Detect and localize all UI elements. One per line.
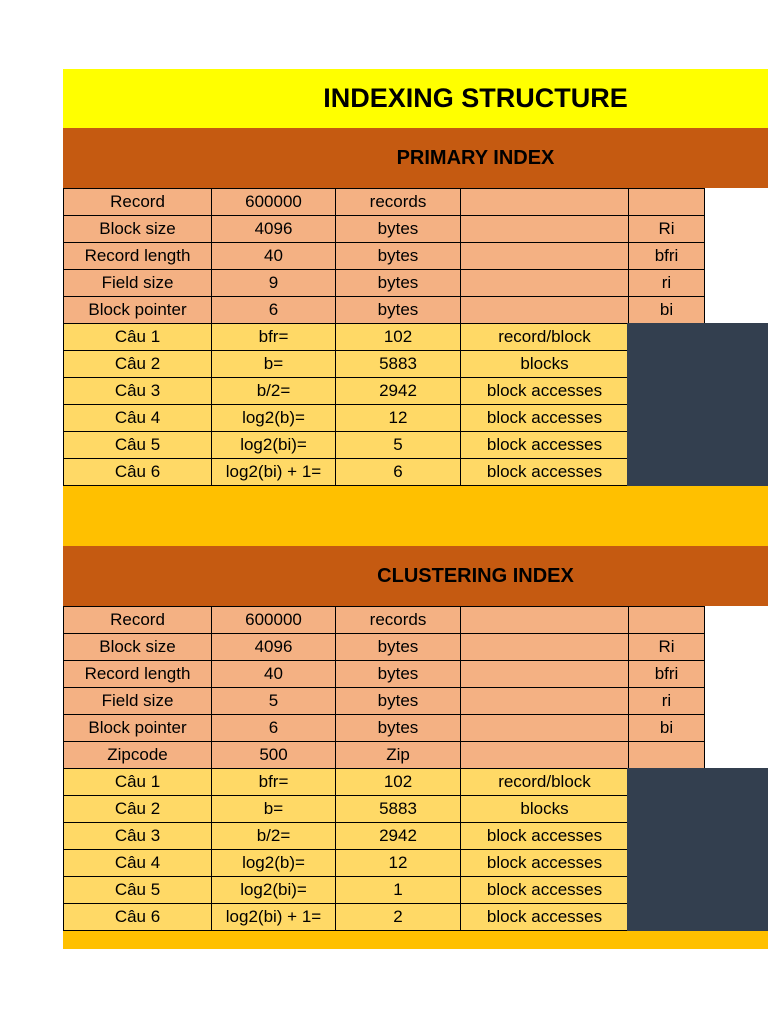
primary-index-heading: PRIMARY INDEX bbox=[63, 128, 768, 188]
question-result-cell[interactable]: 2942 bbox=[336, 823, 461, 850]
param-label-cell[interactable]: Record bbox=[64, 189, 212, 216]
param-value-cell[interactable]: 4096 bbox=[212, 634, 336, 661]
param-row bbox=[64, 715, 705, 742]
param-label-cell[interactable]: Record length bbox=[64, 661, 212, 688]
param-note-cell[interactable] bbox=[461, 607, 629, 634]
question-result-cell[interactable]: 12 bbox=[336, 850, 461, 877]
question-formula-cell[interactable]: bfr= bbox=[212, 769, 336, 796]
question-result-cell[interactable]: 5 bbox=[336, 432, 461, 459]
question-label-cell[interactable]: Câu 1 bbox=[64, 324, 212, 351]
param-row bbox=[64, 661, 705, 688]
param-row bbox=[64, 297, 705, 324]
param-note-cell[interactable] bbox=[461, 216, 629, 243]
param-note-cell[interactable] bbox=[461, 661, 629, 688]
question-unit-cell[interactable]: block accesses bbox=[461, 823, 629, 850]
param-label-cell[interactable]: Record bbox=[64, 607, 212, 634]
section-spacer bbox=[63, 486, 768, 546]
question-result-cell[interactable]: 12 bbox=[336, 405, 461, 432]
param-note-cell[interactable] bbox=[461, 715, 629, 742]
question-label-cell[interactable]: Câu 5 bbox=[64, 432, 212, 459]
clustering-dark-block bbox=[627, 768, 768, 931]
question-unit-cell[interactable]: block accesses bbox=[461, 378, 629, 405]
question-result-cell[interactable]: 6 bbox=[336, 459, 461, 486]
param-unit-cell[interactable]: records bbox=[336, 189, 461, 216]
param-value-cell[interactable]: 6 bbox=[212, 297, 336, 324]
param-unit-cell[interactable]: Zip bbox=[336, 742, 461, 769]
page-title: INDEXING STRUCTURE bbox=[63, 69, 768, 128]
param-symbol-cell[interactable]: ri bbox=[629, 270, 705, 297]
param-label-cell[interactable]: Block pointer bbox=[64, 297, 212, 324]
param-label-cell[interactable]: Field size bbox=[64, 688, 212, 715]
param-value-cell[interactable]: 40 bbox=[212, 661, 336, 688]
param-label-cell[interactable]: Block pointer bbox=[64, 715, 212, 742]
question-unit-cell[interactable]: block accesses bbox=[461, 904, 629, 931]
param-symbol-cell[interactable]: Ri bbox=[629, 634, 705, 661]
question-unit-cell[interactable]: record/block bbox=[461, 769, 629, 796]
param-row bbox=[64, 742, 705, 769]
clustering-index-table bbox=[63, 606, 705, 931]
param-unit-cell[interactable]: bytes bbox=[336, 297, 461, 324]
question-result-cell[interactable]: 2 bbox=[336, 904, 461, 931]
param-label-cell[interactable]: Zipcode bbox=[64, 742, 212, 769]
param-unit-cell[interactable]: records bbox=[336, 607, 461, 634]
param-symbol-cell[interactable] bbox=[629, 607, 705, 634]
param-unit-cell[interactable]: bytes bbox=[336, 634, 461, 661]
param-row bbox=[64, 270, 705, 297]
param-unit-cell[interactable]: bytes bbox=[336, 715, 461, 742]
clustering-index-heading: CLUSTERING INDEX bbox=[63, 546, 768, 606]
question-row bbox=[64, 378, 705, 405]
question-label-cell[interactable]: Câu 6 bbox=[64, 904, 212, 931]
question-row bbox=[64, 351, 705, 378]
question-formula-cell[interactable]: log2(b)= bbox=[212, 405, 336, 432]
question-label-cell[interactable]: Câu 6 bbox=[64, 459, 212, 486]
question-formula-cell[interactable]: log2(bi) + 1= bbox=[212, 904, 336, 931]
param-symbol-cell[interactable] bbox=[629, 189, 705, 216]
param-value-cell[interactable]: 600000 bbox=[212, 607, 336, 634]
bottom-spacer bbox=[63, 931, 768, 949]
question-label-cell[interactable]: Câu 2 bbox=[64, 796, 212, 823]
param-label-cell[interactable]: Field size bbox=[64, 270, 212, 297]
param-value-cell[interactable]: 40 bbox=[212, 243, 336, 270]
question-label-cell[interactable]: Câu 5 bbox=[64, 877, 212, 904]
param-symbol-cell[interactable] bbox=[629, 742, 705, 769]
question-formula-cell[interactable]: log2(b)= bbox=[212, 850, 336, 877]
primary-dark-block bbox=[627, 323, 768, 486]
question-row bbox=[64, 850, 705, 877]
param-note-cell[interactable] bbox=[461, 243, 629, 270]
question-unit-cell[interactable]: blocks bbox=[461, 796, 629, 823]
question-result-cell[interactable]: 102 bbox=[336, 324, 461, 351]
param-note-cell[interactable] bbox=[461, 634, 629, 661]
param-label-cell[interactable]: Block size bbox=[64, 216, 212, 243]
param-symbol-cell[interactable]: ri bbox=[629, 688, 705, 715]
param-symbol-cell[interactable]: bi bbox=[629, 715, 705, 742]
primary-index-section bbox=[63, 188, 768, 486]
param-value-cell[interactable]: 4096 bbox=[212, 216, 336, 243]
question-label-cell[interactable]: Câu 3 bbox=[64, 823, 212, 850]
question-unit-cell[interactable]: block accesses bbox=[461, 850, 629, 877]
param-label-cell[interactable]: Record length bbox=[64, 243, 212, 270]
question-row bbox=[64, 459, 705, 486]
param-unit-cell[interactable]: bytes bbox=[336, 661, 461, 688]
question-result-cell[interactable]: 1 bbox=[336, 877, 461, 904]
question-formula-cell[interactable]: log2(bi)= bbox=[212, 432, 336, 459]
param-symbol-cell[interactable]: Ri bbox=[629, 216, 705, 243]
question-row bbox=[64, 823, 705, 850]
question-label-cell[interactable]: Câu 1 bbox=[64, 769, 212, 796]
param-value-cell[interactable]: 500 bbox=[212, 742, 336, 769]
question-label-cell[interactable]: Câu 4 bbox=[64, 850, 212, 877]
param-symbol-cell[interactable]: bfri bbox=[629, 661, 705, 688]
question-result-cell[interactable]: 102 bbox=[336, 769, 461, 796]
question-result-cell[interactable]: 5883 bbox=[336, 796, 461, 823]
param-note-cell[interactable] bbox=[461, 189, 629, 216]
question-unit-cell[interactable]: block accesses bbox=[461, 432, 629, 459]
param-unit-cell[interactable]: bytes bbox=[336, 216, 461, 243]
param-row bbox=[64, 189, 705, 216]
param-note-cell[interactable] bbox=[461, 688, 629, 715]
question-label-cell[interactable]: Câu 2 bbox=[64, 351, 212, 378]
param-value-cell[interactable]: 9 bbox=[212, 270, 336, 297]
clustering-index-section bbox=[63, 606, 768, 931]
param-row bbox=[64, 634, 705, 661]
question-formula-cell[interactable]: b/2= bbox=[212, 378, 336, 405]
question-unit-cell[interactable]: record/block bbox=[461, 324, 629, 351]
question-row bbox=[64, 324, 705, 351]
question-unit-cell[interactable]: blocks bbox=[461, 351, 629, 378]
param-row bbox=[64, 688, 705, 715]
primary-index-table bbox=[63, 188, 705, 486]
question-formula-cell[interactable]: b/2= bbox=[212, 823, 336, 850]
question-formula-cell[interactable]: b= bbox=[212, 796, 336, 823]
param-row bbox=[64, 216, 705, 243]
param-note-cell[interactable] bbox=[461, 297, 629, 324]
question-row bbox=[64, 769, 705, 796]
question-row bbox=[64, 904, 705, 931]
question-label-cell[interactable]: Câu 4 bbox=[64, 405, 212, 432]
question-row bbox=[64, 405, 705, 432]
param-symbol-cell[interactable]: bi bbox=[629, 297, 705, 324]
param-value-cell[interactable]: 6 bbox=[212, 715, 336, 742]
param-unit-cell[interactable]: bytes bbox=[336, 243, 461, 270]
question-unit-cell[interactable]: block accesses bbox=[461, 459, 629, 486]
param-unit-cell[interactable]: bytes bbox=[336, 270, 461, 297]
question-formula-cell[interactable]: bfr= bbox=[212, 324, 336, 351]
param-value-cell[interactable]: 600000 bbox=[212, 189, 336, 216]
question-result-cell[interactable]: 5883 bbox=[336, 351, 461, 378]
param-label-cell[interactable]: Block size bbox=[64, 634, 212, 661]
question-row bbox=[64, 877, 705, 904]
question-label-cell[interactable]: Câu 3 bbox=[64, 378, 212, 405]
param-symbol-cell[interactable]: bfri bbox=[629, 243, 705, 270]
question-formula-cell[interactable]: b= bbox=[212, 351, 336, 378]
spreadsheet bbox=[63, 69, 768, 949]
question-result-cell[interactable]: 2942 bbox=[336, 378, 461, 405]
question-row bbox=[64, 432, 705, 459]
question-formula-cell[interactable]: log2(bi)= bbox=[212, 877, 336, 904]
param-note-cell[interactable] bbox=[461, 270, 629, 297]
param-value-cell[interactable]: 5 bbox=[212, 688, 336, 715]
question-formula-cell[interactable]: log2(bi) + 1= bbox=[212, 459, 336, 486]
question-row bbox=[64, 796, 705, 823]
param-row bbox=[64, 243, 705, 270]
param-row bbox=[64, 607, 705, 634]
param-unit-cell[interactable]: bytes bbox=[336, 688, 461, 715]
question-unit-cell[interactable]: block accesses bbox=[461, 877, 629, 904]
question-unit-cell[interactable]: block accesses bbox=[461, 405, 629, 432]
param-note-cell[interactable] bbox=[461, 742, 629, 769]
